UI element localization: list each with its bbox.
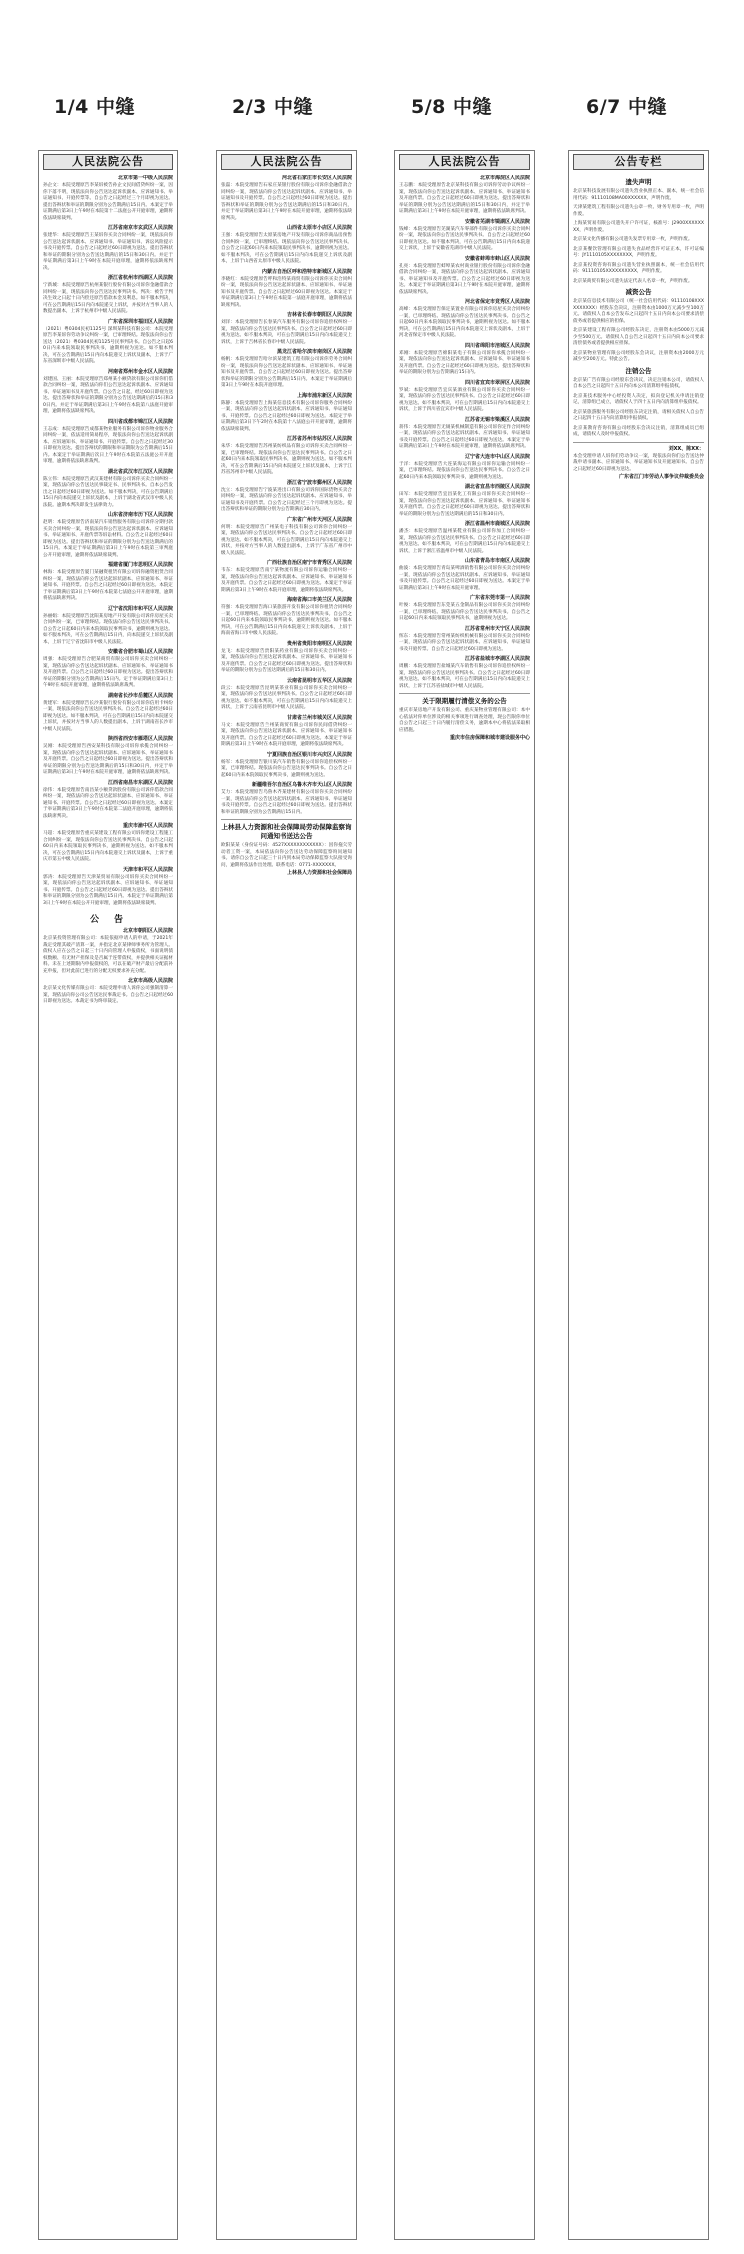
announcement-column-2 — [216, 150, 357, 2240]
court-name: 内蒙古自治区呼和浩特市新城区人民法院 — [261, 268, 352, 275]
section-title: 公 告 — [89, 915, 126, 925]
notice-item — [43, 928, 173, 975]
notice-item — [221, 752, 352, 780]
notice-item — [43, 225, 173, 272]
notice-item — [43, 469, 173, 510]
notice-text: 孙企文：本院受理原告李某诉被告孙企文民间借贷纠纷一案，因你下落不明，现依法向你公告送达起诉状副本、应诉通知书、举证通知书、开庭传票等。自公告之日起经过三个月即视为送达。提出答辩状和举证的期限分别为公告期满后15日内。本案定于举证期满后第3日上午9时在本院第十二法庭公开开庭审理，逾期将依法缺席裁判。 — [43, 183, 173, 221]
notice-text: 王志鹏：本院受理原告北京某科技有限公司诉你劳动争议纠纷一案，现依法向你公告送达起诉状副本、应诉通知书、举证通知书及开庭传票。自公告之日起经过60日即视为送达。提出答辩状和举证的期限分别为公告送达期满后的15日和30日内，并定于举证期满后第3日上午9时在本院开庭审理，逾期将依法缺席判决。 — [399, 183, 530, 214]
court-name: 江苏省无锡市梁溪区人民法院 — [464, 416, 530, 423]
notice-text: 杨军：本院受理原告银川某汽车销售有限公司诉你追偿权纠纷一案，已审理终结。现依法向你公告送达民事判决书。自公告之日起60日内来本院领取民事判决书，逾期则视为送达。 — [221, 759, 352, 778]
court-name: 江苏省苏州市姑苏区人民法院 — [286, 436, 352, 442]
notice-text: 段云：本院受理原告昆明某茶业有限公司诉你买卖合同纠纷一案，现依法向你公告送达民事判决书。自公告之日起经过60日即视为送达。如不服本判决，可在公告期满后15日内向本院递交上诉状，上诉于云南省昆明市中级人民法院。 — [221, 685, 352, 710]
notice-text: 北京某科技发展有限公司遗失营业执照正本、副本，统一社会信用代码：91110108MA00XXXXXX，声明作废。 — [573, 189, 704, 201]
notice-text: 周强：本院受理原告合肥某商贸有限公司诉你买卖合同纠纷一案，现依法向你公告送达起诉状副本、应诉通知书、举证通知书及开庭传票。自公告之日起经过60日即视为送达。提出答辩状和举证的期限分别为公告期满后15日内。定于举证期满后第3日上午9时在本院开庭审理，逾期将依法缺席裁判。 — [43, 657, 173, 688]
notice-item — [43, 369, 173, 416]
court-name: 福建省厦门市思明区人民法院 — [107, 562, 173, 568]
notice-item — [43, 419, 173, 466]
court-name: 海南省海口市美兰区人民法院 — [286, 597, 352, 603]
notice-item — [221, 597, 352, 638]
notice-item — [399, 380, 530, 414]
page-title-5-8: 5/8 中缝 — [411, 96, 492, 118]
notice-text: 马超：本院受理原告重庆某建设工程有限公司诉你建设工程施工合同纠纷一案，现依法向你公告送达民事判决书。自公告之日起60日内来本院领取民事判决书，逾期则视为送达。如不服本判决，可在公告期满后15日内向本院递交上诉状及副本，上诉于重庆市第五中级人民法院。 — [43, 831, 173, 862]
notice-item — [573, 263, 704, 276]
notice-text: 钱峰：本院受理原告芜湖某汽车零部件有限公司诉你买卖合同纠纷一案，现依法向你公告送达民事判决书。自公告之日起经过60日即视为送达。如不服本判决，可在公告期满后15日内向本院递交上诉状，上诉于安徽省芜湖市中级人民法院。 — [399, 226, 530, 251]
court-name: 广东省广州市天河区人民法院 — [286, 516, 352, 523]
notice-text: 周鹏：本院受理原告盐城某汽车销售有限公司诉你追偿权纠纷一案，现依法向你公告送达民事判决书。自公告之日起经过60日即视为送达。如不服本判决，可在公告期满后15日内向本院递交上诉状，上诉于江苏省盐城市中级人民法院。 — [399, 664, 530, 689]
announcement-column-3 — [394, 150, 535, 2240]
notice-item — [399, 521, 530, 555]
notice-item — [399, 595, 530, 623]
court-name: 吉林省长春市朝阳区人民法院 — [286, 312, 352, 318]
notice-item — [399, 256, 530, 297]
notice-text: 北京某投资咨询有限公司遗失营业执照副本，统一社会信用代码：91110105XXXXXXXXXX，声明作废。 — [573, 262, 704, 274]
divider — [573, 442, 704, 443]
notice-text: 沈立：本院受理原告宁波某进出口有限公司诉你国际货物买卖合同纠纷一案，现依法向你公告送达起诉状副本、应诉通知书、举证通知书及开庭传票。自公告之日起经过三个月即视为送达。提出答辩状和举证的期限分别为公告期满后30日内。 — [221, 487, 352, 512]
notice-text: 北京某文化传媒有限公司：本院受理申请人诉你公司强制清算一案，现依法向你公司公告送达民事裁定书。自公告之日起经过60日即视为送达。本裁定书为终审裁定。 — [43, 986, 173, 1004]
notice-text: 天津某建筑工程有限公司遗失公章一枚、财务专用章一枚，声明作废。 — [573, 205, 704, 217]
notice-text: 蒋伟：本院受理原告无锡某机械制造有限公司诉你定作合同纠纷一案，现依法向你公告送达起诉状副本、应诉通知书、举证通知书及开庭传票。自公告之日起经过60日即视为送达。本案定于举证期满后第3日上午9时在本院开庭审理，逾期将依法缺席判决。 — [399, 424, 530, 449]
column-header: 人民法院公告 — [399, 154, 530, 170]
court-name: 北京市海淀区人民法院 — [479, 175, 530, 181]
court-name: 广西壮族自治区南宁市青秀区人民法院 — [266, 560, 352, 566]
notice-text: 宁新城：本院受理原告杭州某银行股份有限公司诉你金融借款合同纠纷一案，现依法向你公告送达民事判决书。判决：被告于判决生效之日起十日内偿还原告借款本金及利息。如不服本判决，可在公告期满后15日内向本院递交上诉状，并按对方当事人的人数提出副本，上诉于杭州市中级人民法院。 — [43, 283, 173, 314]
notice-text: 王强：本院受理原告太原某房地产开发有限公司诉你商品房预售合同纠纷一案，已审理终结。现依法向你公告送达民事判决书。自公告之日起60日内来本院领取民事判决书，逾期则视为送达。如不服本判决，可在公告期满后15日内向本院递交上诉状及副本，上诉于山西省太原市中级人民法院。 — [221, 233, 352, 264]
notice-text: 艾力：本院受理原告乌鲁木齐某建材有限公司诉你买卖合同纠纷一案，现依法向你公告送达起诉状副本、应诉通知书、举证通知书及开庭传票。自公告之日起经过60日即视为送达。提出答辩状和举证的期限分别为公告期满后15日内。 — [221, 790, 352, 815]
court-name: 天津市和平区人民法院 — [122, 866, 173, 873]
page-title-2-3: 2/3 中缝 — [232, 96, 313, 118]
notice-text: 北京某教育咨询有限公司经股东会决议注销，清算组成员已组成，请债权人及时申报债权。 — [573, 425, 704, 437]
notice-item — [573, 189, 704, 202]
court-name: 山东省济南市历下区人民法院 — [107, 512, 173, 518]
court-name: 四川省绵阳市涪城区人民法院 — [464, 342, 530, 349]
divider — [221, 819, 352, 820]
notice-text: 恽东：本院受理原告常州某纺织机械有限公司诉你买卖合同纠纷一案，现依法向你公告送达起诉状副本、应诉通知书、举证通知书及开庭传票。自公告之日起经过60日即视为送达。 — [399, 633, 530, 652]
notice-item — [43, 823, 173, 864]
notice-item — [43, 512, 173, 559]
court-name: 甘肃省兰州市城关区人民法院 — [286, 714, 352, 721]
court-name: 黑龙江省哈尔滨市南岗区人民法院 — [276, 349, 352, 355]
column-body — [573, 175, 704, 2233]
notice-text: 潘杰：本院受理原告温州某鞋业有限公司诉你加工合同纠纷一案，现依法向你公告送达民事判决书。自公告之日起经过60日即视为送达。如不服本判决，可在公告期满后15日内向本院递交上诉状，上诉于浙江省温州市中级人民法院。 — [399, 529, 530, 554]
notice-item — [43, 175, 173, 222]
notice-item — [399, 175, 530, 216]
notice-text: 杨帆：本院受理原告哈尔滨某建筑工程有限公司诉你劳务合同纠纷一案，现依法向你公告送达起诉状副本、应诉通知书、举证通知书及开庭传票。自公告之日起经过60日即视为送达。提出答辩状和举证的期限分别为公告期满后15日内。本案定于举证期满后第3日上午9时在本院开庭审理。 — [221, 357, 352, 388]
court-name: 四川省成都市锦江区人民法院 — [107, 418, 173, 425]
notice-text: 马文：本院受理原告兰州某商贸有限公司诉你民间借贷纠纷一案，现依法向你公告送达起诉状副本、应诉通知书、举证通知书及开庭传票。自公告之日起经过60日即视为送达。本案定于举证期满后第3日上午9时在本院开庭审理，逾期将依法缺席判决。 — [221, 722, 352, 747]
notice-item — [399, 626, 530, 654]
notice-item — [399, 299, 530, 340]
notice-item — [399, 454, 530, 482]
notice-text: 本会受理申请人诉你们劳动争议一案，现依法向你们公告送达仲裁申请书副本、应诉通知书、举证通知书及开庭通知书。自公告之日起经过60日即视为送达。 — [573, 453, 704, 472]
notice-text: 北京某信息技术有限公司（统一社会信用代码：91110108XXXXXXXXXX）经股东会决议，注册资本由1000万元减少至100万元。请债权人自本公告发布之日起四十五日内向本公司要求清偿债务或者提供相应的担保。 — [573, 299, 704, 324]
notice-item — [43, 693, 173, 734]
court-name: 新疆维吾尔自治区乌鲁木齐市天山区人民法院 — [251, 782, 352, 788]
court-name: 浙江省杭州市西湖区人民法院 — [107, 275, 173, 281]
court-name: 山西省太原市小店区人民法院 — [286, 225, 352, 231]
column-header: 公告专栏 — [573, 154, 704, 170]
notice-text: 欧阳某某（身份证号码：4527XXXXXXXXXXXX）：因你拖欠劳动者工资一案，本局依法向你公告送达劳动保障监察询问通知书。请你自公告之日起三十日内到本局劳动保障监察大队接受询问，逾期将依法作出处理。联系电话：0771-XXXXXXX。 — [221, 843, 352, 868]
notice-item — [221, 225, 352, 266]
notice-item — [221, 517, 352, 558]
court-name: 安徽省芜湖市镜湖区人民法院 — [464, 218, 530, 225]
page-title-1-4: 1/4 中缝 — [54, 96, 135, 118]
notice-text: 高峰：本院受理原告保定某置业有限公司诉你房屋买卖合同纠纷一案，已审理终结。现依法向你公告送达民事判决书。自公告之日起60日内来本院领取民事判决书，逾期则视为送达。如不服本判决，可在公告期满后15日内向本院递交上诉状及副本，上诉于河北省保定市中级人民法院。 — [399, 307, 530, 338]
notice-text: 符强：本院受理原告海口某旅游开发有限公司诉你租赁合同纠纷一案，已审理终结。现依法向你公告送达民事判决书。自公告之日起60日内来本院领取民事判决书，逾期则视为送达。如不服本判决，可在公告期满后15日内向本院递交上诉状及副本，上诉于海南省海口市中级人民法院。 — [221, 605, 352, 636]
notice-text: 北京某建设工程有限公司经股东决定，注册资本由5000万元减少至500万元。请债权人自公告之日起四十五日内向本公司要求清偿债务或者提供相应担保。 — [573, 328, 704, 346]
notice-item — [221, 175, 352, 222]
notice-item — [221, 715, 352, 749]
notice-text: 张磊：本院受理原告石家庄某银行股份有限公司诉你金融借款合同纠纷一案，现依法向你公告送达起诉状副本、应诉通知书、举证通知书及开庭传票。自公告之日起经过60日即视为送达。提出答辩状和举证的期限分别为公告送达期满后的15日和30日内，并定于举证期满后第3日上午9时在本院开庭审理，逾期将依法缺席判决。 — [221, 183, 352, 221]
court-name: 河北省保定市竞秀区人民法院 — [464, 299, 530, 305]
notice-text: （2021）粤0304民初1125号 深圳某科技有限公司：本院受理原告李某诉你劳动争议纠纷一案，已审理终结。现依法向你公告送达（2021）粤0304民初1125号民事判决书。自公告之日起60日内来本院领取民事判决书，逾期则视为送达。如不服本判决，可在公告期满后15日内向本院递交上诉状及副本，上诉于广东省深圳市中级人民法院。 — [43, 326, 173, 364]
notice-item — [221, 782, 352, 816]
page-title-6-7: 6/7 中缝 — [586, 96, 667, 118]
notice-text: 林海：本院受理原告厦门某融资租赁有限公司诉你融资租赁合同纠纷一案，现依法向你公告送达起诉状副本、应诉通知书、举证通知书、开庭传票。自公告之日起经过60日即视为送达。本院定于举证期满后第3日上午9时在本院第七法庭公开开庭审理，逾期将依法缺席判决。 — [43, 570, 173, 601]
notice-text: 北京某技术服务中心经投资人决定，拟向登记机关申请注销登记，清算组已成立，请债权人于四十五日内向清算组申报债权。 — [573, 393, 704, 405]
notice-text: 北京某旅游服务有限公司经股东决定注销，请相关债权人自公告之日起四十五日内向清算组申报债权。 — [573, 409, 704, 421]
notice-text: 黄建军：本院受理原告长沙某银行股份有限公司诉你信用卡纠纷一案，现依法向你公告送达民事判决书。自公告之日起经过60日即视为送达。如不服本判决，可在公告期满后15日内向本院递交上诉状，并按对方当事人的人数提出副本，上诉于湖南省长沙市中级人民法院。 — [43, 700, 173, 732]
notice-item — [43, 867, 173, 908]
notice-item — [573, 247, 704, 260]
court-name: 贵州省贵阳市南明区人民法院 — [286, 640, 352, 647]
notice-item — [399, 656, 530, 690]
notice-text: 北京某文化传播有限公司遗失发票专用章一枚，声明作废。 — [573, 237, 693, 242]
notice-text: 刘建国、王丽：本院受理原告郑州某小额贷款有限公司诉你们借款合同纠纷一案，现依法向你们公告送达起诉状副本、应诉通知书、举证通知书及开庭传票。自公告之日起，经过60日即视为送达。提出答辩状和举证的期限分别为公告送达期满后的15日和30日内。并定于举证期满后第3日上午9时在本院第八法庭开庭审理，逾期将依法缺席判决。 — [43, 376, 173, 414]
notice-text: 吴刚：本院受理原告西安某科技有限公司诉你承揽合同纠纷一案，现依法向你公告送达起诉状副本、应诉通知书、举证通知书及开庭传票。自公告之日起经过60日即视为送达。提出答辩状和举证的期限分别为公告送达期满后的15日和30日内，并定于举证期满后第3日上午9时在本院开庭审理，逾期将依法缺席判决。 — [43, 744, 173, 775]
notice-item — [573, 221, 704, 234]
notice-item — [221, 480, 352, 514]
court-name: 辽宁省沈阳市和平区人民法院 — [107, 605, 173, 612]
notice-item — [221, 393, 352, 434]
announcement-column-1 — [38, 150, 178, 2240]
court-name: 陕西省西安市雁塔区人民法院 — [107, 736, 173, 742]
court-name: 江苏省常州市天宁区人民法院 — [464, 625, 530, 632]
notice-item — [573, 237, 704, 244]
notice-item — [221, 349, 352, 390]
notice-item — [573, 351, 704, 364]
court-name: 江西省南昌市东湖区人民法院 — [107, 779, 173, 786]
court-name: 安徽省合肥市蜀山区人民法院 — [107, 649, 173, 655]
notice-addressee: 刘XX、陈XX： — [668, 445, 704, 452]
notice-item — [573, 279, 704, 286]
notice-text: 邓刚：本院受理原告绵阳某电子有限公司诉你承揽合同纠纷一案，现依法向你公告送达起诉状副本、应诉通知书、举证通知书及开庭传票。自公告之日起经过60日即视为送达。提出答辩状和举证的期限分别为公告期满后15日内。 — [399, 350, 530, 375]
court-name: 湖南省长沙市岳麓区人民法院 — [107, 692, 173, 699]
court-name: 广东省深圳市福田区人民法院 — [107, 318, 173, 325]
notice-item — [43, 606, 173, 647]
notice-text: 陈静：本院受理原告上海某信息技术有限公司诉你服务合同纠纷一案，现依法向你公告送达起诉状副本、应诉通知书、举证通知书、开庭传票。自公告之日起经过60日即视为送达。本院定于举证期满后第3日下午2时在本院第十八法庭公开开庭审理，逾期将依法缺席裁判。 — [221, 400, 352, 432]
court-name: 安徽省蚌埠市蚌山区人民法院 — [464, 255, 530, 262]
court-name: 北京市第一中级人民法院 — [117, 175, 173, 181]
notice-text: 郭涛：本院受理原告天津某贸易有限公司诉你买卖合同纠纷一案，现依法向你公告送达起诉状副本、应诉通知书、举证通知书、开庭传票。自公告之日起经过60日即视为送达。提出答辩状和举证的期限分别为公告期满后15日内。本院定于举证期满后第3日上午9时在本院公开开庭审理，逾期将依法缺席裁判。 — [43, 874, 173, 906]
column-header: 人民法院公告 — [43, 154, 173, 170]
notice-text: 北京某广告有限公司经股东会决议，决定注销本公司，请债权人自本公告之日起四十五日内向本公司清算组申报债权。 — [573, 377, 704, 389]
court-name: 河北省石家庄市长安区人民法院 — [281, 175, 352, 181]
notice-item — [221, 269, 352, 310]
notice-item — [43, 780, 173, 821]
notice-text: 罗斌：本院受理原告宜宾某酒业有限公司诉你买卖合同纠纷一案，现依法向你公告送达民事判决书。自公告之日起经过60日即视为送达。如不服本判决，可在公告期满后15日内向本院递交上诉状，上诉于四川省宜宾市中级人民法院。 — [399, 387, 530, 412]
notice-heading: 关于限期履行清偿义务的公告 — [422, 697, 507, 705]
court-name: 湖北省武汉市江汉区人民法院 — [107, 468, 173, 475]
notice-text: 孔亮：本院受理原告蚌埠某农村商业银行股份有限公司诉你金融借款合同纠纷一案，现依法向你公告送达起诉状副本、应诉通知书、举证通知书及开庭传票。自公告之日起经过60日即视为送达。本案定于举证期满后第3日上午9时在本院开庭审理，逾期将依法缺席判决。 — [399, 263, 530, 295]
notice-heading: 上林县人力资源和社会保障局劳动保障监察询问通知书送达公告 — [221, 823, 352, 840]
notice-item — [43, 562, 173, 603]
court-name: 宁夏回族自治区银川市兴庆区人民法院 — [266, 751, 352, 758]
notice-item — [399, 417, 530, 451]
notice-text: 田军：本院受理原告宜昌某化工有限公司诉你买卖合同纠纷一案，现依法向你公告送达起诉状副本、应诉通知书、举证通知书及开庭传票。自公告之日起经过60日即视为送达。提出答辩状和举证的期限分别为公告送达期满后的15日和30日内。 — [399, 492, 530, 517]
notice-item — [43, 319, 173, 366]
notice-text: 张建华：本院受理原告王某诉你买卖合同纠纷一案，现依法向你公告送达起诉状副本、应诉通知书、举证通知书、诉讼风险提示书及开庭传票。自公告之日起经过60日即视为送达。提出答辩状和举证的期限分别为公告送达期满后的15日和30日内。并定于举证期满后第3日上午9时在本院开庭审理，逾期将依法缺席判决。 — [43, 233, 173, 271]
notice-item — [573, 394, 704, 407]
notice-text: 北京某投资管理有限公司：本院依据申请人的申请，于2021年裁定受理其破产清算一案，并指定北京某律师事务所为管理人。债权人应在公告之日起三十日内向管理人申报债权，书面说明债权数额、有无财产担保及是否属于连带债权，并提供相关证据材料。未在上述期限内申报债权的，可以在破产财产最后分配前补充申报，但对此前已进行的分配无权要求补充分配。 — [43, 936, 173, 974]
court-name: 重庆市渝中区人民法院 — [122, 823, 173, 829]
notice-text: 龙飞：本院受理原告贵阳某药业有限公司诉你买卖合同纠纷一案，现依法向你公告送达起诉状副本、应诉通知书、举证通知书及开庭传票。自公告之日起经过60日即视为送达。提出答辩状和举证的期限分别为公告送达期满后的15日和30日内。 — [221, 648, 352, 673]
notice-item — [43, 978, 173, 1006]
notice-text: 赵明：本院受理原告济南某汽车销售服务有限公司诉你分期付款买卖合同纠纷一案，现依法向你公告送达起诉状副本、应诉通知书、举证通知书、开庭传票等诉讼材料。自公告之日起经过60日即视为送达。提出答辩状和举证的期限分别为公告送达期满后的15日内。本案定于举证期满后第3日上午9时在本院第三审判庭公开开庭审理，逾期将依法缺席裁判。 — [43, 520, 173, 558]
court-name: 辽宁省大连市中山区人民法院 — [464, 453, 530, 460]
notice-item — [43, 736, 173, 777]
notice-text: 于洋：本院受理原告大连某海运有限公司诉你运输合同纠纷一案，已审理终结。现依法向你公告送达民事判决书。自公告之日起60日内来本院领取民事判决书，逾期则视为送达。 — [399, 461, 530, 480]
notice-signature: 广东省江门市劳动人事争议仲裁委员会 — [618, 474, 704, 480]
notice-item — [399, 558, 530, 592]
notice-item — [399, 219, 530, 253]
notice-text: 孙丽娟：本院受理原告沈阳某房地产开发有限公司诉你房屋买卖合同纠纷一案，已审理终结。现依法向你公告送达民事判决书。自公告之日起60日内来本院领取民事判决书，逾期则视为送达。如不服本判决，可在公告期满后15日内，向本院递交上诉状及副本，上诉于辽宁省沈阳市中级人民法院。 — [43, 613, 173, 645]
court-name: 湖北省宜昌市西陵区人民法院 — [464, 484, 530, 490]
column-body — [43, 175, 173, 2233]
court-name: 北京市高级人民法院 — [127, 978, 173, 984]
section-subheader: 遗失声明 — [625, 178, 652, 186]
court-name: 浙江省宁波市鄞州区人民法院 — [286, 479, 352, 486]
court-name: 浙江省温州市鹿城区人民法院 — [464, 521, 530, 527]
notice-item — [221, 312, 352, 346]
notice-text: 王志成：本院受理原告成都某物业服务有限公司诉你物业服务合同纠纷一案，依法适用简易程序，现依法向你公告送达起诉状副本、应诉通知书、举证通知书、开庭传票。自公告之日起经过30日即视为送达。提出答辩状的期限和举证期限为公告期满后15日内。本案定于举证期满后次日上午9时在本院第五法庭公开开庭审理，逾期将依法缺席裁判。 — [43, 426, 173, 464]
notice-text: 上海某贸易有限公司遗失开户许可证，核准号：J2900XXXXXXXX，声明作废。 — [573, 221, 704, 233]
court-name: 河南省郑州市金水区人民法院 — [107, 368, 173, 375]
notice-text: 曲波：本院受理原告青岛某啤酒销售有限公司诉你买卖合同纠纷一案，现依法向你公告送达起诉状副本、应诉通知书、举证通知书及开庭传票。自公告之日起经过60日即视为送达。本案定于举证期满后第3日上午9时在本院开庭审理。 — [399, 566, 530, 591]
divider — [399, 693, 530, 694]
court-name: 山东省青岛市市南区人民法院 — [464, 558, 530, 564]
court-name: 广东省东莞市第一人民法院 — [469, 595, 530, 601]
section-subheader: 注销公告 — [625, 366, 652, 375]
notice-item — [573, 410, 704, 423]
column-body — [221, 175, 352, 2233]
column-body — [399, 175, 530, 2233]
notice-text: 刘洋：本院受理原告长春某汽车服务有限公司诉你追偿权纠纷一案，现依法向你公告送达民事判决书。自公告之日起经过60日即视为送达。如不服本判决，可在公告期满后15日内向本院递交上诉状，上诉于吉林省长春市中级人民法院。 — [221, 320, 352, 345]
announcement-column-4 — [568, 150, 709, 2240]
notice-text: 北京某商贸有限公司遗失法定代表人名章一枚，声明作废。 — [573, 278, 693, 284]
notice-item — [221, 678, 352, 712]
notice-text: 重庆市某房地产开发有限公司、重庆某物业管理有限公司：本中心依法对你单位涉及的相关事项进行调查处理，现公告限你单位自公告之日起三十日内履行清偿义务，逾期本中心将依法采取相应措施。 — [399, 708, 530, 733]
court-name: 北京市朝阳区人民法院 — [122, 928, 173, 934]
notice-item — [573, 426, 704, 439]
notice-item — [43, 649, 173, 690]
notice-item — [221, 436, 352, 477]
notice-item — [573, 378, 704, 391]
notice-item — [573, 205, 704, 218]
notice-item — [43, 275, 173, 316]
notice-text: 朱华：本院受理原告苏州某纺织品有限公司诉你买卖合同纠纷一案，已审理终结。现依法向你公告送达民事判决书。自公告之日起60日内来本院领取民事判决书，逾期则视为送达。如不服本判决，可在公告期满后15日内向本院递交上诉状及副本，上诉于江苏省苏州市中级人民法院。 — [221, 444, 352, 475]
notice-text: 韦东：本院受理原告南宁某物流有限公司诉你运输合同纠纷一案，现依法向你公告送达起诉状副本、应诉通知书、举证通知书及开庭传票。自公告之日起经过60日即视为送达。本案定于举证期满后第3日上午9时在本院开庭审理，逾期将依法缺席判决。 — [221, 568, 352, 593]
notice-text: 何明：本院受理原告广州某电子科技有限公司诉你合同纠纷一案，现依法向你公告送达民事判决书。自公告之日起经过60日即视为送达。如不服本判决，可在公告期满后15日内向本院递交上诉状，并按对方当事人的人数提出副本，上诉于广东省广州市中级人民法院。 — [221, 524, 352, 556]
notice-text: 北京某物业管理有限公司经股东会决议，注册资本由2000万元减少至200万元。特此公告。 — [573, 350, 704, 362]
notice-signature: 上林县人力资源和社会保障局 — [286, 870, 352, 876]
notice-text: 北京某餐饮管理有限公司遗失食品经营许可证正本，许可证编号：JY1110105XXXXXXXX，声明作废。 — [573, 246, 704, 258]
court-name: 江苏省南京市玄武区人民法院 — [107, 225, 173, 231]
section-subheader: 减资公告 — [625, 288, 652, 296]
notice-text: 李晓红：本院受理原告呼和浩特某商贸有限公司诉你买卖合同纠纷一案，现依法向你公告送达起诉状副本、应诉通知书、举证通知书及开庭传票。自公告之日起经过60日即视为送达。本案定于举证期满后第3日上午9时在本院第一法庭开庭审理，逾期将依法缺席判决。 — [221, 276, 352, 308]
notice-item — [399, 484, 530, 518]
notice-signature: 重庆市住房保障和城市建设服务中心 — [449, 735, 530, 741]
notice-text: 徐伟：本院受理原告南昌某小额贷款股份有限公司诉你借款合同纠纷一案，现依法向你公告送达起诉状副本、应诉通知书、举证通知书、开庭传票。自公告之日起经过60日即视为送达。本案定于举证期满后第3日上午9时在本院第二法庭开庭审理，逾期将依法缺席判决。 — [43, 787, 173, 819]
court-name: 上海市浦东新区人民法院 — [296, 392, 352, 399]
notice-item — [573, 328, 704, 348]
notice-item — [573, 299, 704, 325]
notice-text: 叶俊：本院受理原告东莞某五金制品有限公司诉你买卖合同纠纷一案，已审理终结。现依法向你公告送达民事判决书。自公告之日起60日内来本院领取民事判决书，逾期则视为送达。 — [399, 603, 530, 621]
notice-item — [221, 560, 352, 594]
column-header: 人民法院公告 — [221, 154, 352, 170]
notice-item — [221, 641, 352, 675]
court-name: 云南省昆明市五华区人民法院 — [286, 677, 352, 684]
notice-item — [399, 343, 530, 377]
court-name: 江苏省盐城市亭湖区人民法院 — [464, 656, 530, 662]
court-name: 四川省宜宾市翠屏区人民法院 — [464, 379, 530, 386]
notice-text: 陈立伟：本院受理原告武汉某建材有限公司诉你买卖合同纠纷一案，现依法向你公告送达民事裁定书、民事判决书。自本公告发出之日起经过60日即视为送达。如不服本判决，可在公告期满后15日内向本院递交上诉状及副本，上诉于湖北省武汉市中级人民法院。逾期本判决即发生法律效力。 — [43, 476, 173, 508]
